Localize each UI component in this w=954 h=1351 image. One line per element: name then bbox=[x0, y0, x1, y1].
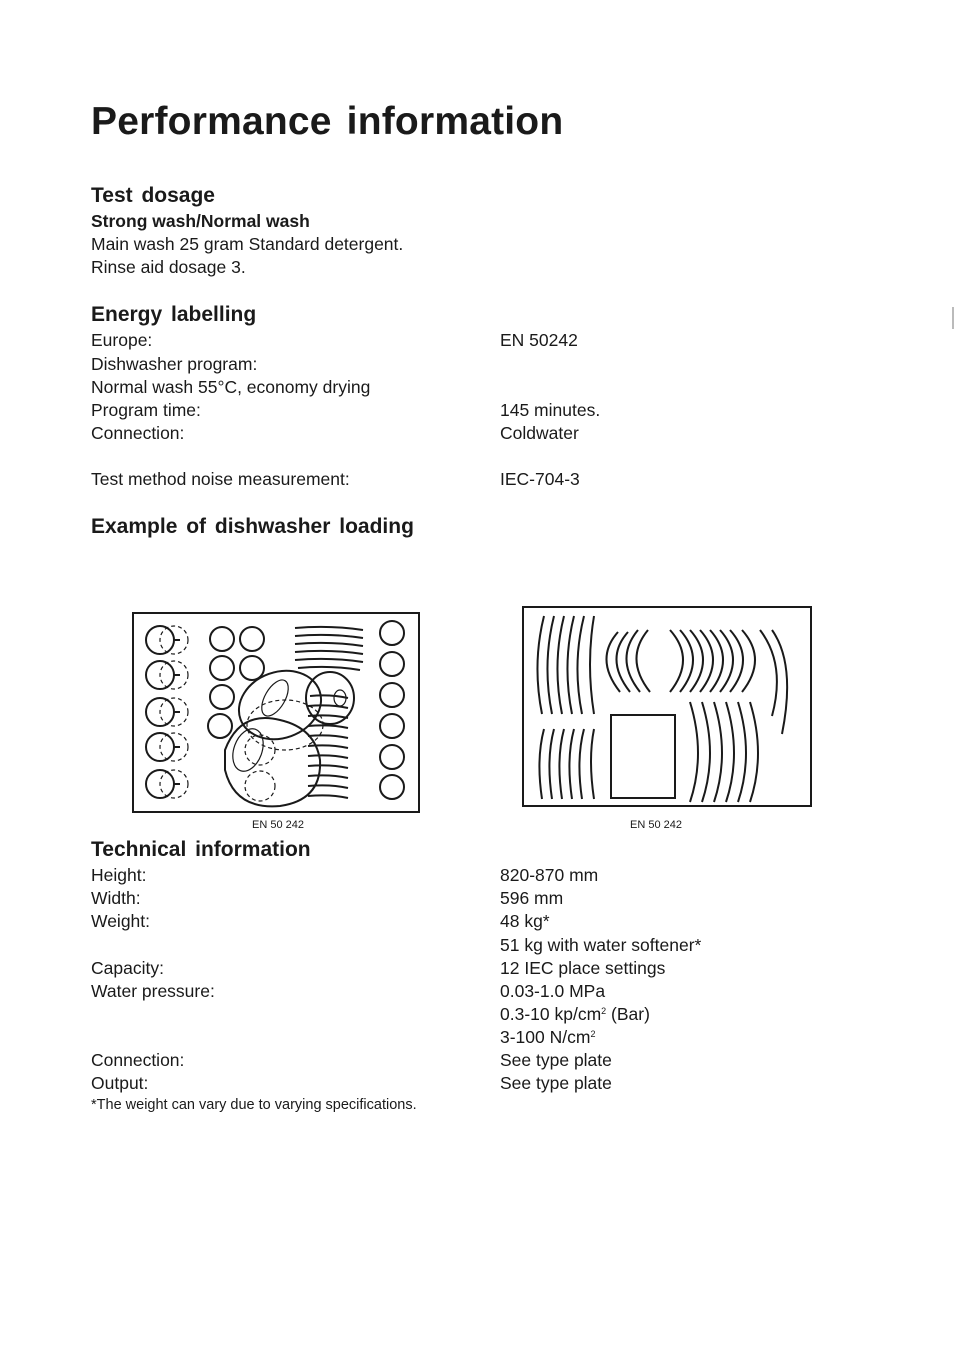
saucers bbox=[208, 627, 264, 738]
tech-connection-label: Connection: bbox=[91, 1050, 185, 1070]
technical-heading: Technical information bbox=[91, 838, 311, 861]
europe-value: EN 50242 bbox=[500, 330, 578, 350]
output-value: See type plate bbox=[500, 1073, 612, 1093]
width-value: 596 mm bbox=[500, 888, 564, 908]
upper-basket-diagram bbox=[520, 604, 814, 810]
cups-top bbox=[606, 630, 787, 734]
page-title: Performance information bbox=[91, 100, 564, 143]
serving-dishes bbox=[225, 660, 354, 807]
weight-label: Weight: bbox=[91, 911, 151, 931]
water-pressure-mpa: 0.03-1.0 MPa bbox=[500, 981, 606, 1001]
energy-labelling-heading: Energy labelling bbox=[91, 303, 257, 326]
upper-basket-frame bbox=[523, 607, 811, 806]
capacity-label: Capacity: bbox=[91, 958, 164, 978]
soup-plates bbox=[146, 626, 188, 798]
weight-footnote: *The weight can vary due to varying specifications. bbox=[91, 1097, 417, 1113]
side-plates bbox=[380, 621, 404, 799]
output-label: Output: bbox=[91, 1073, 149, 1093]
noise-value: IEC-704-3 bbox=[500, 469, 580, 489]
lower-basket-caption: EN 50 242 bbox=[252, 819, 304, 831]
tech-connection-value: See type plate bbox=[500, 1050, 612, 1070]
program-time-value: 145 minutes. bbox=[500, 400, 601, 420]
noise-label: Test method noise measurement: bbox=[91, 469, 350, 489]
glasses-left-top bbox=[537, 616, 594, 714]
connection-value: Coldwater bbox=[500, 423, 579, 443]
dinner-plates bbox=[295, 627, 363, 798]
europe-label: Europe: bbox=[91, 330, 153, 350]
test-dosage-line-1: Main wash 25 gram Standard detergent. bbox=[91, 234, 404, 254]
test-dosage-line-2: Rinse aid dosage 3. bbox=[91, 257, 246, 277]
test-dosage-subheading: Strong wash/Normal wash bbox=[91, 211, 310, 231]
weight-value: 48 kg* bbox=[500, 911, 550, 931]
width-label: Width: bbox=[91, 888, 141, 908]
connection-label: Connection: bbox=[91, 423, 185, 443]
program-label: Dishwasher program: bbox=[91, 354, 258, 374]
dish-rectangle bbox=[611, 715, 675, 798]
program-time-label: Program time: bbox=[91, 400, 201, 420]
upper-basket-caption: EN 50 242 bbox=[630, 819, 682, 831]
capacity-value: 12 IEC place settings bbox=[500, 958, 666, 978]
water-pressure-kp: 0.3-10 $kp/cm^2$ (Bar) bbox=[500, 1004, 650, 1024]
water-pressure-n: 3-100 $N/cm^2$ bbox=[500, 1027, 596, 1047]
test-dosage-heading: Test dosage bbox=[91, 184, 215, 207]
height-value: 820-870 mm bbox=[500, 865, 599, 885]
water-pressure-label: Water pressure: bbox=[91, 981, 215, 1001]
weight-softener-value: 51 kg with water softener* bbox=[500, 935, 702, 955]
program-value: Normal wash 55°C, economy drying bbox=[91, 377, 371, 397]
plates-right-bottom bbox=[690, 702, 758, 802]
lower-basket-diagram bbox=[130, 610, 422, 815]
glasses-left-bottom bbox=[539, 729, 594, 799]
loading-heading: Example of dishwasher loading bbox=[91, 515, 414, 538]
height-label: Height: bbox=[91, 865, 147, 885]
